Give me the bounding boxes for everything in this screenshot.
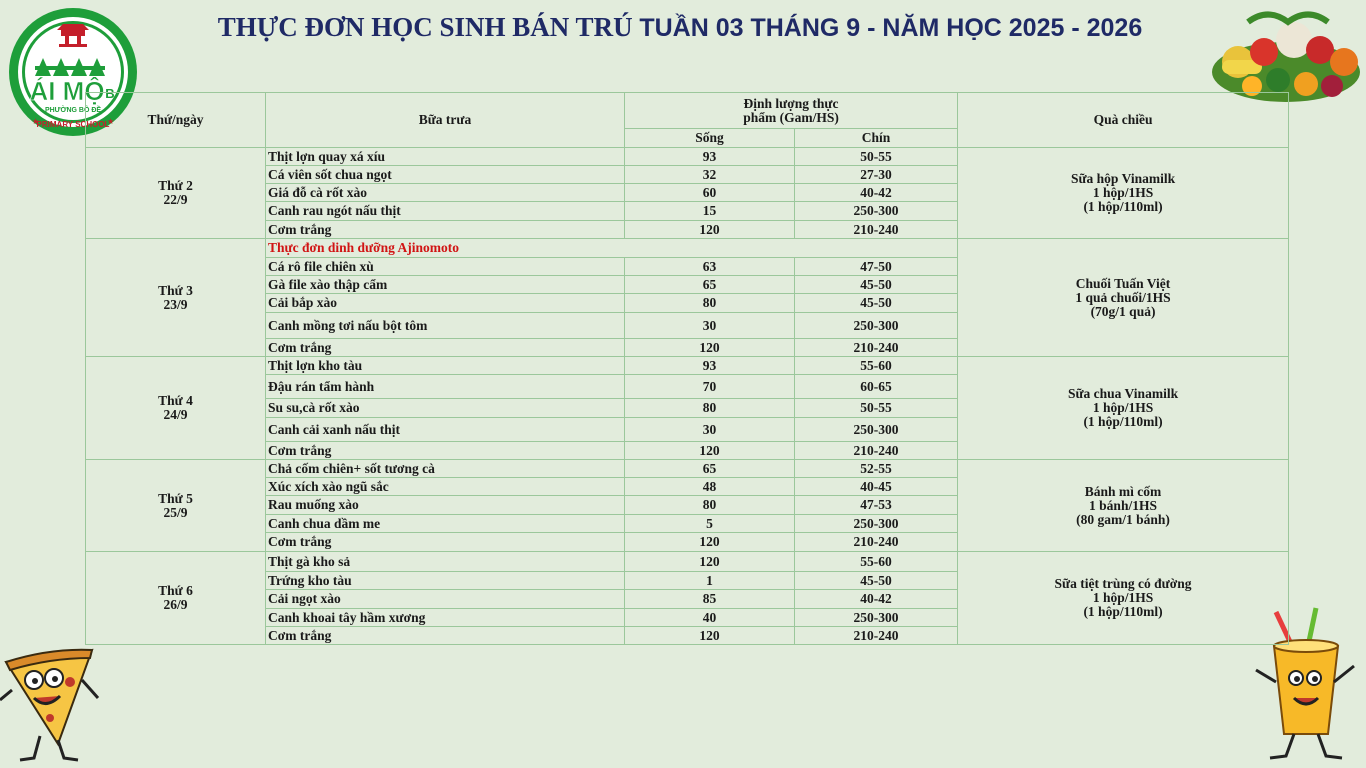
table-row	[86, 357, 1289, 375]
header-quantity	[625, 93, 958, 129]
dish-raw: 120	[625, 442, 795, 460]
dish-cooked: 45-50	[795, 294, 958, 313]
dish-raw: 80	[625, 496, 795, 515]
dish-raw: 120	[625, 552, 795, 572]
day-label: Thứ 2	[158, 178, 193, 193]
snack-line: (1 hộp/110ml)	[1083, 199, 1163, 214]
snack-line: Bánh mì cốm	[1084, 483, 1162, 499]
snack-line: 1 hộp/1HS	[1092, 400, 1154, 415]
day-label: Thứ 6	[158, 583, 193, 598]
dish-raw: 30	[625, 418, 795, 442]
day-cell	[86, 239, 266, 357]
dish-raw: 65	[625, 460, 795, 478]
snack-line: Sữa chua Vinamilk	[1067, 386, 1179, 401]
dish-raw: 32	[625, 166, 795, 184]
day-cell	[86, 552, 266, 645]
dish-cooked: 210-240	[795, 221, 958, 239]
dish-name: Cơm trắng	[266, 442, 625, 460]
dish-cooked: 45-50	[795, 572, 958, 590]
snack-line: 1 quả chuối/1HS	[1075, 289, 1171, 305]
dish-raw: 70	[625, 375, 795, 399]
dish-raw: 80	[625, 294, 795, 313]
snack-line: 1 bánh/1HS	[1089, 497, 1157, 513]
dish-name: Trứng kho tàu	[266, 572, 625, 590]
dish-cooked: 40-42	[795, 184, 958, 202]
dish-raw: 80	[625, 399, 795, 418]
dish-cooked: 210-240	[795, 442, 958, 460]
header-raw: Sống	[625, 129, 795, 148]
header-lunch: Bữa trưa	[266, 93, 625, 148]
dish-raw: 15	[625, 202, 795, 221]
dish-cooked: 40-42	[795, 590, 958, 609]
dish-name: Cá viên sốt chua ngọt	[266, 166, 625, 184]
dish-name: Gà file xào thập cẩm	[266, 276, 625, 294]
snack-line: Sữa hộp Vinamilk	[1070, 171, 1176, 186]
table-row	[86, 148, 1289, 166]
pizza-mascot-icon	[0, 640, 104, 764]
snack-line: Sữa tiệt trùng có đường	[1054, 576, 1192, 591]
special-menu-label: Thực đơn dinh dưỡng Ajinomoto	[266, 239, 958, 258]
title-part1: THỰC ĐƠN HỌC SINH BÁN TRÚ	[217, 12, 633, 42]
dish-cooked: 40-45	[795, 478, 958, 496]
title-part2: TUẦN 03 THÁNG 9 - NĂM HỌC 2025 - 2026	[639, 14, 1143, 42]
dish-raw: 120	[625, 221, 795, 239]
snack-cell	[958, 239, 1289, 357]
menu-table	[85, 92, 1289, 645]
dish-cooked: 60-65	[795, 375, 958, 399]
dish-raw: 65	[625, 276, 795, 294]
star-icon: ★	[32, 117, 40, 126]
dish-raw: 85	[625, 590, 795, 609]
header-snack: Quà chiều	[958, 93, 1289, 148]
dish-raw: 40	[625, 609, 795, 627]
logo-name: ÁI MỘ	[29, 76, 105, 106]
dish-name: Canh mồng tơi nấu bột tôm	[266, 313, 625, 339]
header-quantity-line1: Định lượng thực	[743, 95, 839, 111]
dish-raw: 93	[625, 357, 795, 375]
dish-name: Xúc xích xào ngũ sắc	[266, 478, 625, 496]
snack-cell	[958, 148, 1289, 239]
dish-cooked: 27-30	[795, 166, 958, 184]
dish-name: Canh khoai tây hầm xương	[266, 609, 625, 627]
dish-raw: 120	[625, 627, 795, 645]
dish-name: Giá đỗ cà rốt xào	[266, 184, 625, 202]
day-date: 22/9	[163, 192, 188, 207]
dish-cooked: 250-300	[795, 515, 958, 533]
dish-name: Cá rô file chiên xù	[266, 258, 625, 276]
dish-cooked: 55-60	[795, 552, 958, 572]
table-row	[86, 552, 1289, 572]
dish-name: Cải bắp xào	[266, 294, 625, 313]
page-title	[150, 12, 1210, 48]
dish-raw: 48	[625, 478, 795, 496]
snack-line: 1 hộp/1HS	[1092, 185, 1154, 200]
dish-name: Cơm trắng	[266, 339, 625, 357]
day-label: Thứ 4	[158, 393, 193, 408]
dish-name: Cơm trắng	[266, 627, 625, 645]
dish-cooked: 210-240	[795, 533, 958, 552]
day-date: 26/9	[163, 597, 188, 612]
day-date: 24/9	[163, 407, 188, 422]
dish-name: Canh chua dầm me	[266, 515, 625, 533]
dish-cooked: 210-240	[795, 339, 958, 357]
table-row	[86, 460, 1289, 478]
logo-suffix: B	[105, 86, 115, 101]
dish-cooked: 45-50	[795, 276, 958, 294]
dish-raw: 1	[625, 572, 795, 590]
dish-cooked: 250-300	[795, 609, 958, 627]
dish-cooked: 55-60	[795, 357, 958, 375]
snack-cell	[958, 357, 1289, 460]
dish-raw: 30	[625, 313, 795, 339]
dish-name: Chả cốm chiên+ sốt tương cà	[266, 460, 625, 478]
dish-raw: 120	[625, 339, 795, 357]
dish-name: Thịt lợn quay xá xíu	[266, 148, 625, 166]
snack-cell	[958, 552, 1289, 645]
table-row	[86, 239, 1289, 258]
dish-raw: 60	[625, 184, 795, 202]
snack-line: Chuối Tuấn Việt	[1075, 275, 1171, 291]
logo-ward: PHƯỜNG BỒ ĐỀ	[44, 107, 102, 114]
dish-name: Đậu rán tẩm hành	[266, 375, 625, 399]
header-day: Thứ/ngày	[86, 93, 266, 148]
day-date: 23/9	[163, 296, 188, 312]
dish-name: Thịt gà kho sả	[266, 552, 625, 572]
dish-name: Canh rau ngót nấu thịt	[266, 202, 625, 221]
dish-raw: 120	[625, 533, 795, 552]
dish-cooked: 50-55	[795, 148, 958, 166]
dish-name: Rau muống xào	[266, 496, 625, 515]
dish-cooked: 210-240	[795, 627, 958, 645]
day-cell	[86, 148, 266, 239]
snack-line: 1 hộp/1HS	[1092, 590, 1154, 605]
dish-cooked: 47-50	[795, 258, 958, 276]
day-cell	[86, 357, 266, 460]
dish-cooked: 47-53	[795, 496, 958, 515]
dish-raw: 5	[625, 515, 795, 533]
snack-line: (1 hộp/110ml)	[1083, 604, 1163, 619]
dish-name: Cơm trắng	[266, 533, 625, 552]
header-cooked: Chín	[795, 129, 958, 148]
snack-cell	[958, 460, 1289, 552]
dish-raw: 93	[625, 148, 795, 166]
star-icon: ★	[107, 117, 115, 126]
day-label: Thứ 5	[158, 490, 193, 506]
dish-raw: 63	[625, 258, 795, 276]
day-date: 25/9	[163, 504, 188, 520]
snack-line: (1 hộp/110ml)	[1083, 414, 1163, 429]
day-label: Thứ 3	[158, 282, 193, 298]
dish-name: Su su,cà rốt xào	[266, 399, 625, 418]
header-quantity-line2: phẩm (Gam/HS)	[743, 109, 839, 125]
dish-cooked: 250-300	[795, 418, 958, 442]
logo-school: PRIMARY SCHOOL	[36, 120, 110, 129]
snack-line: (80 gam/1 bánh)	[1076, 511, 1170, 527]
dish-cooked: 52-55	[795, 460, 958, 478]
dish-cooked: 50-55	[795, 399, 958, 418]
vegetables-icon	[1208, 2, 1364, 106]
dish-name: Cải ngọt xào	[266, 590, 625, 609]
dish-name: Cơm trắng	[266, 221, 625, 239]
dish-name: Canh cải xanh nấu thịt	[266, 418, 625, 442]
dish-cooked: 250-300	[795, 202, 958, 221]
snack-line: (70g/1 quả)	[1090, 303, 1156, 319]
dish-cooked: 250-300	[795, 313, 958, 339]
day-cell	[86, 460, 266, 552]
dish-name: Thịt lợn kho tàu	[266, 357, 625, 375]
